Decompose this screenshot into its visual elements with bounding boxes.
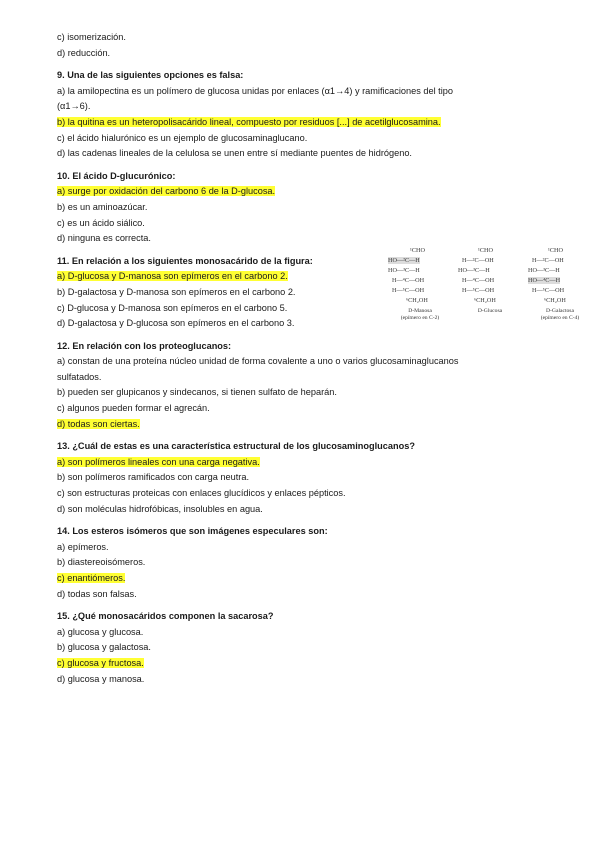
q13-option-c: c) son estructuras proteicas con enlaces glucídicos y enlaces pépticos. (57, 488, 346, 499)
q11-option-c: c) D-glucosa y D-manosa son epímeros en el carbono 5. (57, 302, 288, 313)
q15-option-c-highlighted: c) glucosa y fructosa. (57, 657, 144, 668)
q9-option-d: d) las cadenas lineales de la celulosa se unen entre sí mediante puentes de hidrógeno. (57, 148, 412, 159)
galactose-structure (528, 246, 592, 322)
q12-option-b: b) pueden ser glupicanos y sindecanos, si tienen sulfato de heparán. (57, 387, 337, 398)
q9-title: 9. Una de las siguientes opciones es falsa: (57, 70, 244, 81)
galactose-c1: ¹CHO (548, 247, 563, 254)
q14-option-a: a) epímeros. (57, 541, 109, 552)
glucose-c4: H—⁴C—OH (462, 277, 495, 284)
glucose-c6: ⁶CH₂OH (474, 297, 496, 304)
q10-option-b: b) es un aminoazúcar. (57, 201, 148, 212)
mannose-c4: H—⁴C—OH (392, 277, 425, 284)
q13-title: 13. ¿Cuál de estas es una característica estructural de los glucosaminoglucanos? (57, 441, 415, 452)
q12-title: 12. En relación con los proteoglucanos: (57, 340, 232, 351)
q14-option-b: b) diastereoisómeros. (57, 557, 146, 568)
mannose-c6: ⁶CH₂OH (406, 297, 428, 304)
glucose-c3: HO—³C—H (458, 267, 490, 274)
galactose-caption: D-Galactosa (546, 308, 574, 314)
q9-option-a-line1: a) la amilopectina es un polímero de glucosa unidas por enlaces (α1→4) y ramificaciones del tipo (57, 85, 453, 96)
galactose-c3: HO—³C—H (528, 267, 560, 274)
q10-option-a-highlighted: a) surge por oxidación del carbono 6 de la D-glucosa. (57, 186, 276, 197)
galactose-c2: H—²C—OH (532, 257, 564, 264)
q12-option-d-highlighted: d) todas son ciertas. (57, 418, 140, 429)
mannose-structure (388, 246, 452, 322)
q15-option-d: d) glucosa y manosa. (57, 673, 145, 684)
q14-title: 14. Los esteros isómeros que son imágenes especulares son: (57, 526, 328, 537)
q13-option-a-highlighted: a) son polímeros lineales con una carga negativa. (57, 456, 260, 467)
q14-option-c-highlighted: c) enantiómeros. (57, 573, 126, 583)
q11-option-d: d) D-galactosa y D-glucosa son epímeros en el carbono 3. (57, 318, 295, 329)
mannose-caption: D-Manosa (408, 308, 432, 314)
glucose-c2: H—²C—OH (462, 257, 494, 264)
q15-title: 15. ¿Qué monosacáridos componen la sacarosa? (57, 611, 274, 622)
q15-option-a: a) glucosa y glucosa. (57, 626, 144, 637)
glucose-structure (458, 246, 522, 315)
q9-option-b-highlighted: b) la quitina es un heteropolisacárido lineal, compuesto por residuos [...] de acetilglucosamina. (57, 116, 441, 127)
mannose-note: (epímero en C-2) (400, 315, 440, 321)
glucose-c1: ¹CHO (478, 247, 493, 254)
glucose-c5: H—⁵C—OH (462, 287, 495, 294)
q11-title: 11. En relación a los siguientes monosacárido de la figura: (57, 255, 313, 266)
q12-option-a-line1: a) constan de una proteína núcleo unidad de forma covalente a uno o varios glucosaminaglucanos (57, 356, 459, 367)
q10-option-d: d) ninguna es correcta. (57, 233, 151, 244)
mannose-c3: HO—³C—H (388, 267, 420, 274)
q11-option-a-highlighted: a) D-glucosa y D-manosa son epímeros en el carbono 2. (57, 271, 288, 282)
galactose-c6: ⁶CH₂OH (544, 297, 566, 304)
mannose-c5: H—⁵C—OH (392, 287, 425, 294)
mannose-c1: ¹CHO (410, 247, 425, 254)
glucose-caption: D-Glucosa (477, 308, 503, 314)
q8-option-d: d) reducción. (57, 47, 111, 58)
quiz-document (57, 30, 547, 687)
q12-option-a-line2: sulfatados. (57, 371, 102, 382)
q9-option-a-line2: (α1→6). (57, 101, 91, 112)
mannose-c2: HO—²C—H (388, 257, 420, 264)
q9-option-c: c) el ácido hialurónico es un ejemplo de glucosaminaglucano. (57, 132, 308, 143)
q8-option-c: c) isomerización. (57, 32, 126, 42)
q11-option-b: b) D-galactosa y D-manosa son epímeros en el carbono 2. (57, 286, 296, 297)
galactose-c4: HO—⁴C—H (528, 277, 561, 284)
q12-option-c: c) algunos pueden formar el agrecán. (57, 403, 210, 414)
monosaccharide-figure (388, 246, 588, 346)
q15-option-b: b) glucosa y galactosa. (57, 642, 151, 653)
q10-option-c: c) es un ácido siálico. (57, 217, 145, 228)
q10-title: 10. El ácido D-glucurónico: (57, 170, 176, 181)
galactose-c5: H—⁵C—OH (532, 287, 565, 294)
q13-option-b: b) son polímeros ramificados con carga neutra. (57, 472, 250, 483)
q13-option-d: d) son moléculas hidrofóbicas, insolubles en agua. (57, 503, 263, 514)
galactose-note: (epímero en C-4) (540, 315, 580, 321)
q14-option-d: d) todas son falsas. (57, 588, 137, 599)
